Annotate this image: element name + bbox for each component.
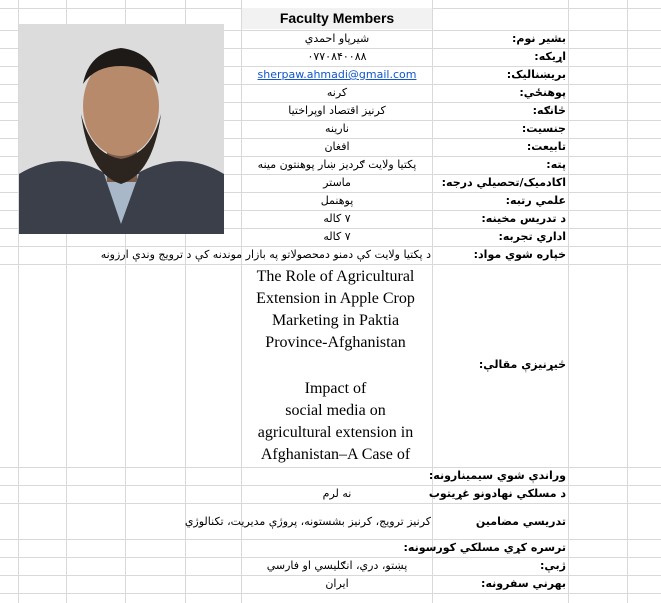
label-published-articles: خپاره شوي مواد: — [473, 248, 566, 261]
page-title: Faculty Members — [242, 8, 432, 29]
label-courses: ترسره کړي مسلکي کورسونه: — [403, 541, 566, 554]
value-admin-experience[interactable]: ۷ کاله — [323, 230, 351, 243]
value-nationality[interactable]: افغان — [324, 140, 350, 153]
value-rank[interactable]: پوهنمل — [320, 194, 354, 207]
value-address[interactable]: پکتیا ولایت ګردیز ښار پوهنتون مینه — [257, 158, 417, 171]
label-academic-degree: اکادمیک/تحصیلي درجه: — [441, 176, 566, 189]
value-email-link[interactable]: sherpaw.ahmadi@gmail.com — [257, 68, 417, 81]
label-address: پته: — [546, 158, 566, 171]
value-name[interactable]: شیرپاو احمدي — [304, 32, 370, 45]
value-teaching-subjects[interactable]: کرنیز ترویج، کرنیز بشستونه، پروژې مدیریت، تکنالوژي — [184, 515, 431, 528]
label-rank: علمي رتبه: — [505, 194, 566, 207]
label-teaching-experience: د تدریس مخینه: — [481, 212, 566, 225]
person-photo-icon — [19, 24, 224, 234]
value-trips[interactable]: ایران — [325, 577, 349, 590]
label-faculty: پوهنځي: — [519, 86, 566, 99]
value-faculty[interactable]: کرنه — [326, 86, 348, 99]
value-languages[interactable]: پښتو، دري، انګلیسي او فارسي — [266, 559, 408, 572]
label-professional-trainings: د مسلکي نهادونو غړیتوب — [428, 487, 566, 500]
label-email: بریښنالیک: — [506, 68, 566, 81]
paper-2-title[interactable]: Impact of social media on agricultural extension in Afghanistan–A Case of — [257, 380, 414, 463]
label-seminars: وراندې شوي سيمينارونه: — [428, 469, 566, 482]
value-gender[interactable]: نارینه — [324, 122, 349, 135]
label-languages: ژبې: — [540, 559, 566, 572]
value-contact[interactable]: ۰۷۷۰۸۴۰۰۸۸ — [307, 50, 367, 63]
paper-1-title[interactable]: The Role of Agricultural Extension in Apple Crop Marketing in Paktia Province-Afghanistan — [256, 268, 415, 351]
label-gender: جنسیت: — [521, 122, 566, 135]
label-nationality: تابیعت: — [526, 140, 566, 153]
label-teaching-subjects: تدریسي مضامین — [475, 515, 566, 528]
label-department: څانګه: — [532, 104, 566, 117]
label-admin-experience: اداري تجربه: — [498, 230, 566, 243]
label-trips: بهرني سفرونه: — [481, 577, 566, 590]
label-name: بشیر نوم: — [512, 32, 566, 45]
value-department[interactable]: کرنیز اقتصاد اوپراختیا — [288, 104, 386, 117]
value-professional-trainings[interactable]: نه لرم — [322, 487, 352, 500]
value-academic-degree[interactable]: ماستر — [323, 176, 351, 189]
value-published-articles[interactable]: د پکتیا ولایت کې دمنو دمحصولاتو په بازار موندنه کې د ترویج وندې ارزونه — [100, 248, 431, 261]
label-scientific-papers: څیړنیزې مقالې: — [478, 358, 566, 371]
label-contact: اړیکه: — [534, 50, 566, 63]
value-teaching-experience[interactable]: ۷ کاله — [323, 212, 351, 225]
